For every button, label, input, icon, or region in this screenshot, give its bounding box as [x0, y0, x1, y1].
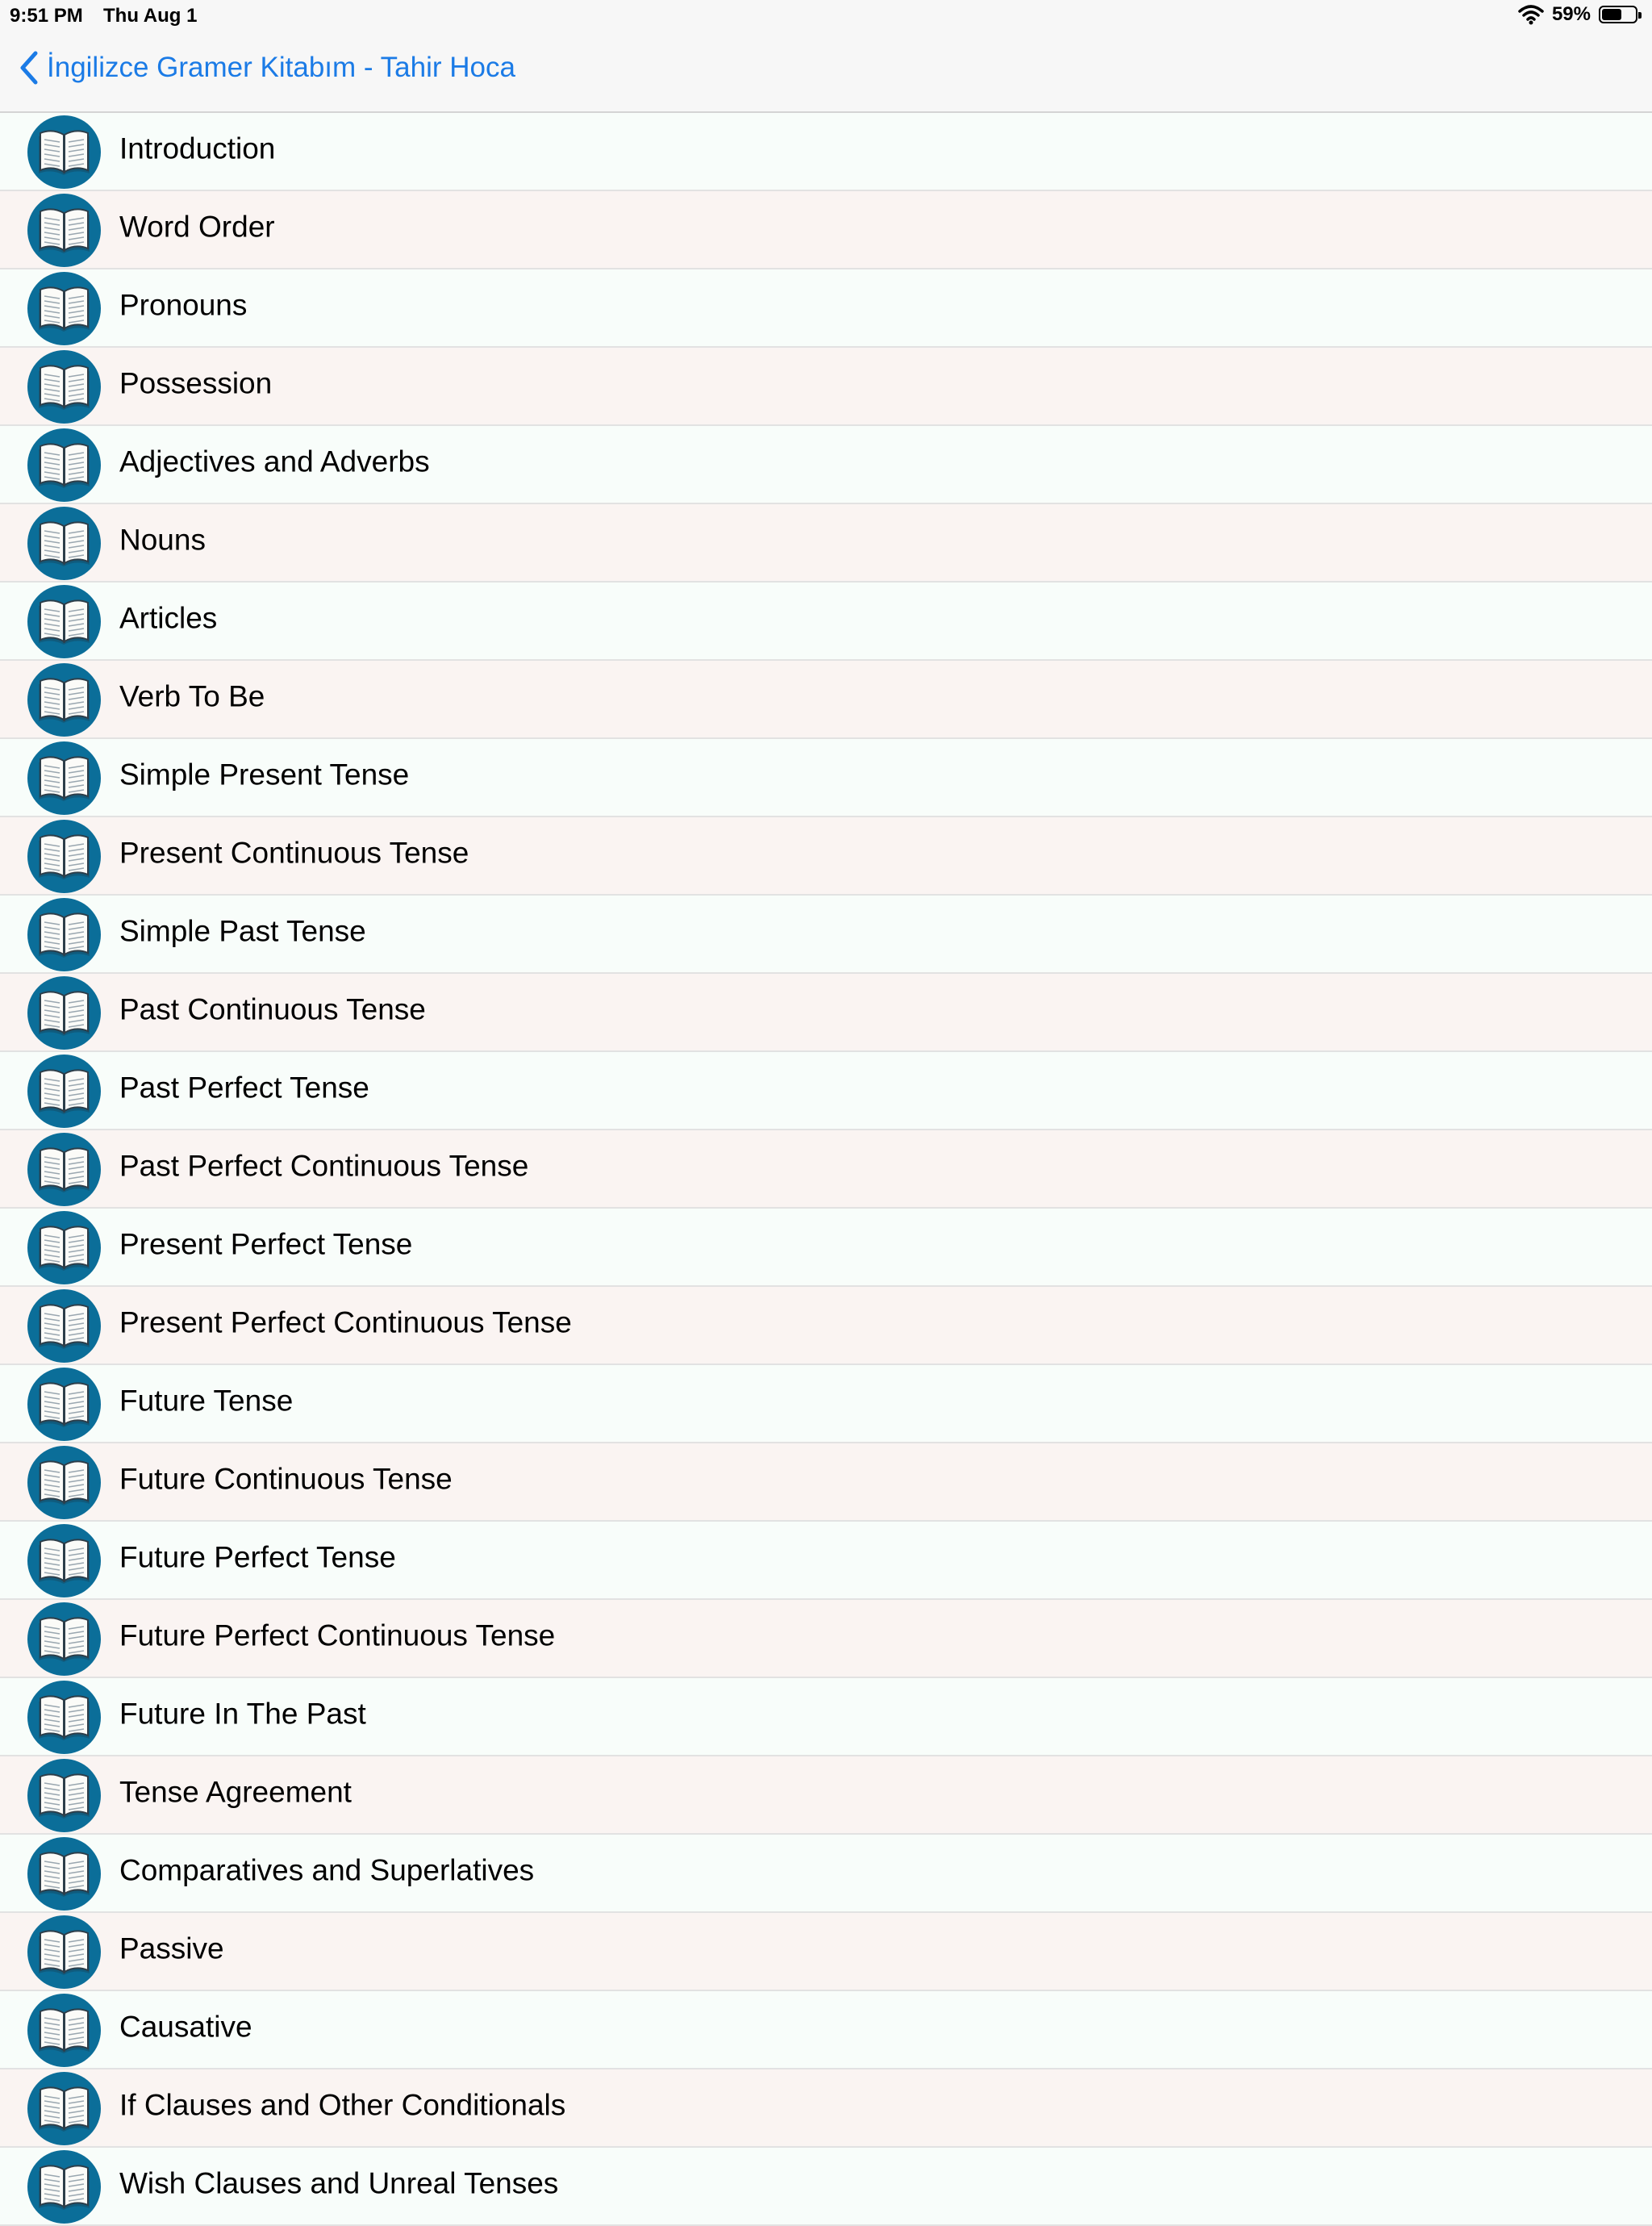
list-item[interactable] [0, 974, 1652, 1052]
list-item-label: Future Continuous Tense [119, 1462, 453, 1496]
open-book-icon [27, 976, 101, 1050]
open-book-icon [27, 2150, 101, 2224]
list-item-label: Word Order [119, 210, 275, 244]
list-item[interactable] [0, 1209, 1652, 1287]
open-book-icon [27, 585, 101, 658]
open-book-icon [27, 1524, 101, 1597]
list-item[interactable] [0, 113, 1652, 191]
open-book-icon [27, 194, 101, 267]
list-item-label: If Clauses and Other Conditionals [119, 2088, 566, 2122]
open-book-icon [27, 1915, 101, 1989]
list-item-label: Present Perfect Continuous Tense [119, 1305, 572, 1339]
list-item-label: Tense Agreement [119, 1775, 352, 1809]
list-item-label: Wish Clauses and Unreal Tenses [119, 2166, 559, 2200]
list-item[interactable] [0, 1913, 1652, 1991]
list-item-label: Adjectives and Adverbs [119, 445, 430, 478]
list-item[interactable] [0, 2148, 1652, 2226]
list-item-label: Nouns [119, 523, 206, 557]
battery-icon [1599, 6, 1637, 23]
back-button-label: İngilizce Gramer Kitabım - Tahir Hoca [47, 52, 515, 83]
list-item[interactable] [0, 1287, 1652, 1365]
open-book-icon [27, 1289, 101, 1363]
wifi-icon [1518, 4, 1544, 25]
list-item[interactable] [0, 583, 1652, 661]
battery-nub [1638, 12, 1642, 19]
list-item-label: Future Tense [119, 1384, 294, 1418]
open-book-icon [27, 350, 101, 424]
list-item-label: Past Continuous Tense [119, 992, 426, 1026]
list-item-label: Possession [119, 366, 273, 400]
open-book-icon [27, 507, 101, 580]
list-item[interactable] [0, 661, 1652, 739]
open-book-icon [27, 2072, 101, 2145]
list-item[interactable] [0, 896, 1652, 974]
open-book-icon [27, 1368, 101, 1441]
open-book-icon [27, 741, 101, 815]
open-book-icon [27, 1994, 101, 2067]
open-book-icon [27, 1602, 101, 1676]
topic-list [0, 113, 1652, 2226]
list-item-label: Simple Present Tense [119, 758, 410, 791]
open-book-icon [27, 1759, 101, 1832]
open-book-icon [27, 1133, 101, 1206]
open-book-icon [27, 1446, 101, 1519]
list-item[interactable] [0, 1600, 1652, 1678]
list-item-label: Passive [119, 1932, 224, 1965]
chevron-left-icon [18, 50, 40, 86]
list-item[interactable] [0, 504, 1652, 583]
open-book-icon [27, 663, 101, 737]
list-item-label: Present Continuous Tense [119, 836, 469, 870]
list-item[interactable] [0, 2069, 1652, 2148]
list-item-label: Articles [119, 601, 218, 635]
status-bar [0, 0, 1652, 32]
list-item[interactable] [0, 348, 1652, 426]
list-item-label: Future Perfect Tense [119, 1540, 396, 1574]
open-book-icon [27, 898, 101, 971]
back-button[interactable] [18, 50, 515, 86]
open-book-icon [27, 1211, 101, 1284]
list-item[interactable] [0, 739, 1652, 817]
list-item-label: Past Perfect Continuous Tense [119, 1149, 529, 1183]
list-item-label: Verb To Be [119, 679, 265, 713]
open-book-icon [27, 1837, 101, 1911]
list-item[interactable] [0, 1835, 1652, 1913]
list-item-label: Comparatives and Superlatives [119, 1853, 535, 1887]
list-item-label: Present Perfect Tense [119, 1227, 413, 1261]
list-item[interactable] [0, 426, 1652, 504]
list-item[interactable] [0, 1052, 1652, 1130]
open-book-icon [27, 1055, 101, 1128]
list-item[interactable] [0, 1522, 1652, 1600]
list-item[interactable] [0, 1365, 1652, 1443]
battery-percentage: 59% [1551, 3, 1591, 25]
list-item[interactable] [0, 1443, 1652, 1522]
status-date: Thu Aug 1 [103, 5, 198, 27]
list-item[interactable] [0, 1991, 1652, 2069]
list-item[interactable] [0, 191, 1652, 269]
open-book-icon [27, 428, 101, 502]
list-item-label: Pronouns [119, 288, 248, 322]
list-item-label: Simple Past Tense [119, 914, 366, 948]
list-item-label: Causative [119, 2010, 252, 2044]
open-book-icon [27, 1681, 101, 1754]
list-item-label: Future Perfect Continuous Tense [119, 1618, 556, 1652]
list-item[interactable] [0, 1678, 1652, 1756]
status-indicators [1518, 3, 1637, 26]
list-item[interactable] [0, 269, 1652, 348]
navigation-bar [0, 32, 1652, 113]
list-item[interactable] [0, 1756, 1652, 1835]
list-item[interactable] [0, 817, 1652, 896]
list-item-label: Future In The Past [119, 1697, 366, 1731]
list-item-label: Introduction [119, 132, 276, 165]
list-item-label: Past Perfect Tense [119, 1071, 369, 1105]
open-book-icon [27, 115, 101, 189]
open-book-icon [27, 272, 101, 345]
list-item[interactable] [0, 1130, 1652, 1209]
open-book-icon [27, 820, 101, 893]
status-time: 9:51 PM [10, 5, 83, 27]
battery-level-fill [1602, 9, 1621, 20]
